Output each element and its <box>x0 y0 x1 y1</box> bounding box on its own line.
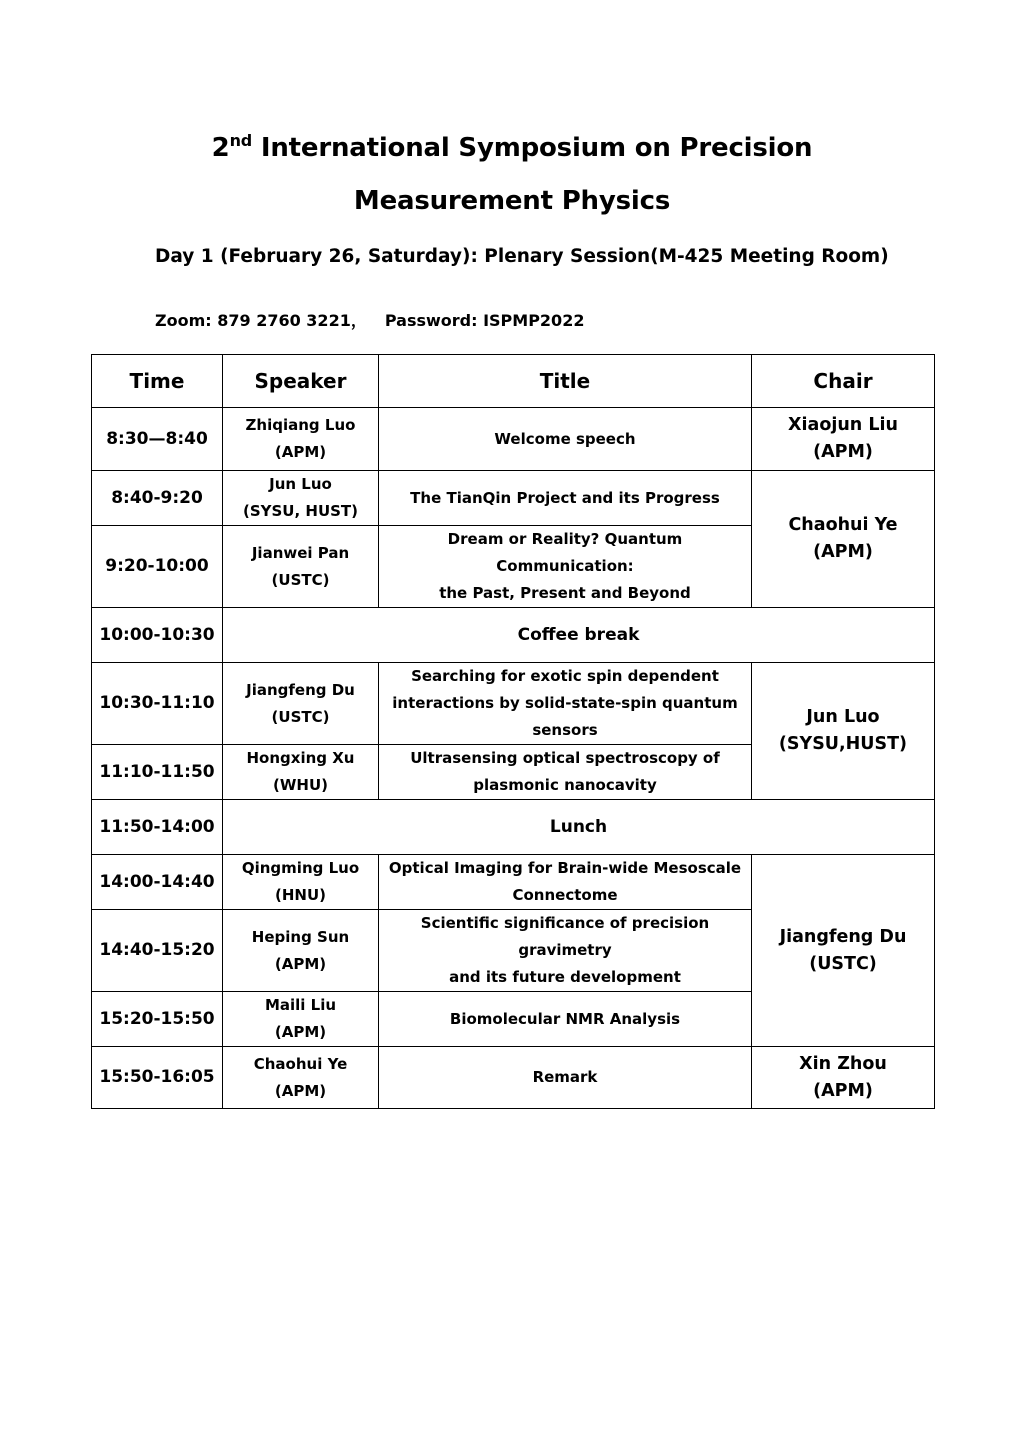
speaker-cell <box>223 1047 379 1109</box>
zoom-password: Password: ISPMP2022 <box>384 311 585 330</box>
zoom-info <box>155 308 584 331</box>
column-header-title: Title <box>379 355 752 408</box>
column-header-time: Time <box>92 355 223 408</box>
chair-affiliation: (APM) <box>813 542 873 562</box>
chair-affiliation: (APM) <box>813 442 873 462</box>
speaker-cell <box>223 910 379 992</box>
speaker-cell <box>223 526 379 608</box>
talk-title-line: plasmonic nanocavity <box>473 776 657 794</box>
talk-title: Remark <box>532 1068 598 1086</box>
speaker-cell <box>223 663 379 745</box>
session-heading: Day 1 (February 26, Saturday): Plenary Session(M-425 Meeting Room) <box>155 246 889 267</box>
speaker-name: Jianwei Pan <box>251 543 350 562</box>
time-cell: 14:00-14:40 <box>92 855 223 910</box>
speaker-cell <box>223 855 379 910</box>
table-row <box>92 408 935 471</box>
talk-title: Biomolecular NMR Analysis <box>449 1009 681 1028</box>
chair-name: Chaohui Ye <box>788 515 898 535</box>
table-header-row <box>92 355 935 408</box>
talk-title-cell <box>379 408 752 471</box>
talk-title-cell <box>379 910 752 992</box>
talk-title-cell <box>379 471 752 526</box>
speaker-affiliation: (APM) <box>274 1023 327 1041</box>
speaker-affiliation: (USTC) <box>271 570 330 589</box>
speaker-cell <box>223 745 379 800</box>
speaker-affiliation: (WHU) <box>273 776 328 794</box>
talk-title: The TianQin Project and its Progress <box>410 488 720 507</box>
time-cell: 15:20-15:50 <box>92 992 223 1047</box>
time-cell: 10:00-10:30 <box>92 608 223 663</box>
talk-title-cell <box>379 745 752 800</box>
column-header-speaker: Speaker <box>223 355 379 408</box>
table-row <box>92 663 935 745</box>
table-row <box>92 855 935 910</box>
talk-title-cell <box>379 663 752 745</box>
column-header-chair: Chair <box>752 355 935 408</box>
time-cell: 11:10-11:50 <box>92 745 223 800</box>
chair-name: Xin Zhou <box>799 1053 887 1074</box>
talk-title-line: Dream or Reality? Quantum Communication: <box>447 530 683 575</box>
speaker-name: Zhiqiang Luo <box>245 416 356 434</box>
time-cell: 10:30-11:10 <box>92 663 223 745</box>
break-label: Lunch <box>223 800 935 855</box>
table-row <box>92 1047 935 1109</box>
break-row <box>92 608 935 663</box>
chair-cell <box>752 855 935 1047</box>
zoom-meeting-id[interactable]: Zoom: 879 2760 3221， <box>155 311 367 330</box>
speaker-name: Jun Luo <box>269 475 332 493</box>
talk-title-cell <box>379 526 752 608</box>
talk-title-cell <box>379 992 752 1047</box>
title-ordinal-suffix: nd <box>229 131 253 150</box>
time-cell: 15:50-16:05 <box>92 1047 223 1109</box>
speaker-affiliation: (SYSU, HUST) <box>242 502 359 520</box>
chair-name: Jun Luo <box>806 707 880 727</box>
time-cell: 8:40-9:20 <box>92 471 223 526</box>
speaker-name: Chaohui Ye <box>253 1054 348 1073</box>
speaker-affiliation: (APM) <box>274 443 327 461</box>
speaker-affiliation: (HNU) <box>275 886 326 904</box>
chair-cell <box>752 408 935 471</box>
document-title-line-2: Measurement Physics <box>353 186 671 216</box>
time-cell: 9:20-10:00 <box>92 526 223 608</box>
talk-title-line: Ultrasensing optical spectroscopy of <box>410 749 720 767</box>
talk-title-line: Searching for exotic spin dependent <box>411 667 719 685</box>
speaker-cell <box>223 992 379 1047</box>
break-row <box>92 800 935 855</box>
chair-cell <box>752 663 935 800</box>
document-title <box>0 133 1024 163</box>
speaker-affiliation: (USTC) <box>271 707 330 726</box>
chair-name: Jiangfeng Du <box>779 926 907 947</box>
talk-title-line: Connectome <box>512 886 618 904</box>
schedule-table <box>91 354 935 1109</box>
chair-name: Xiaojun Liu <box>788 415 898 435</box>
talk-title: Welcome speech <box>494 429 636 448</box>
talk-title-line: Optical Imaging for Brain-wide Mesoscale <box>388 859 742 877</box>
chair-cell <box>752 471 935 608</box>
speaker-affiliation: (APM) <box>274 1081 327 1100</box>
table-row <box>92 471 935 526</box>
speaker-affiliation: (APM) <box>274 954 327 973</box>
talk-title-line: sensors <box>532 721 598 739</box>
speaker-cell <box>223 471 379 526</box>
title-text: International Symposium on Precision <box>252 133 813 163</box>
speaker-name: Hongxing Xu <box>246 749 355 767</box>
chair-affiliation: (USTC) <box>809 953 877 974</box>
time-cell: 11:50-14:00 <box>92 800 223 855</box>
break-label: Coffee break <box>223 608 935 663</box>
speaker-cell <box>223 408 379 471</box>
talk-title-cell <box>379 855 752 910</box>
chair-cell <box>752 1047 935 1109</box>
speaker-name: Maili Liu <box>264 996 337 1014</box>
talk-title-line: Scientific significance of precision gravimetry <box>420 914 710 959</box>
speaker-name: Jiangfeng Du <box>246 680 355 699</box>
talk-title-cell <box>379 1047 752 1109</box>
title-number: 2 <box>211 133 230 163</box>
chair-affiliation: (SYSU,HUST) <box>778 734 908 754</box>
time-cell: 14:40-15:20 <box>92 910 223 992</box>
speaker-name: Qingming Luo <box>241 859 360 877</box>
talk-title-line: interactions by solid-state-spin quantum <box>392 694 738 712</box>
time-cell: 8:30—8:40 <box>92 408 223 471</box>
chair-affiliation: (APM) <box>813 1080 873 1101</box>
talk-title-line: and its future development <box>449 968 681 986</box>
speaker-name: Heping Sun <box>251 927 350 946</box>
talk-title-line: the Past, Present and Beyond <box>439 584 691 602</box>
